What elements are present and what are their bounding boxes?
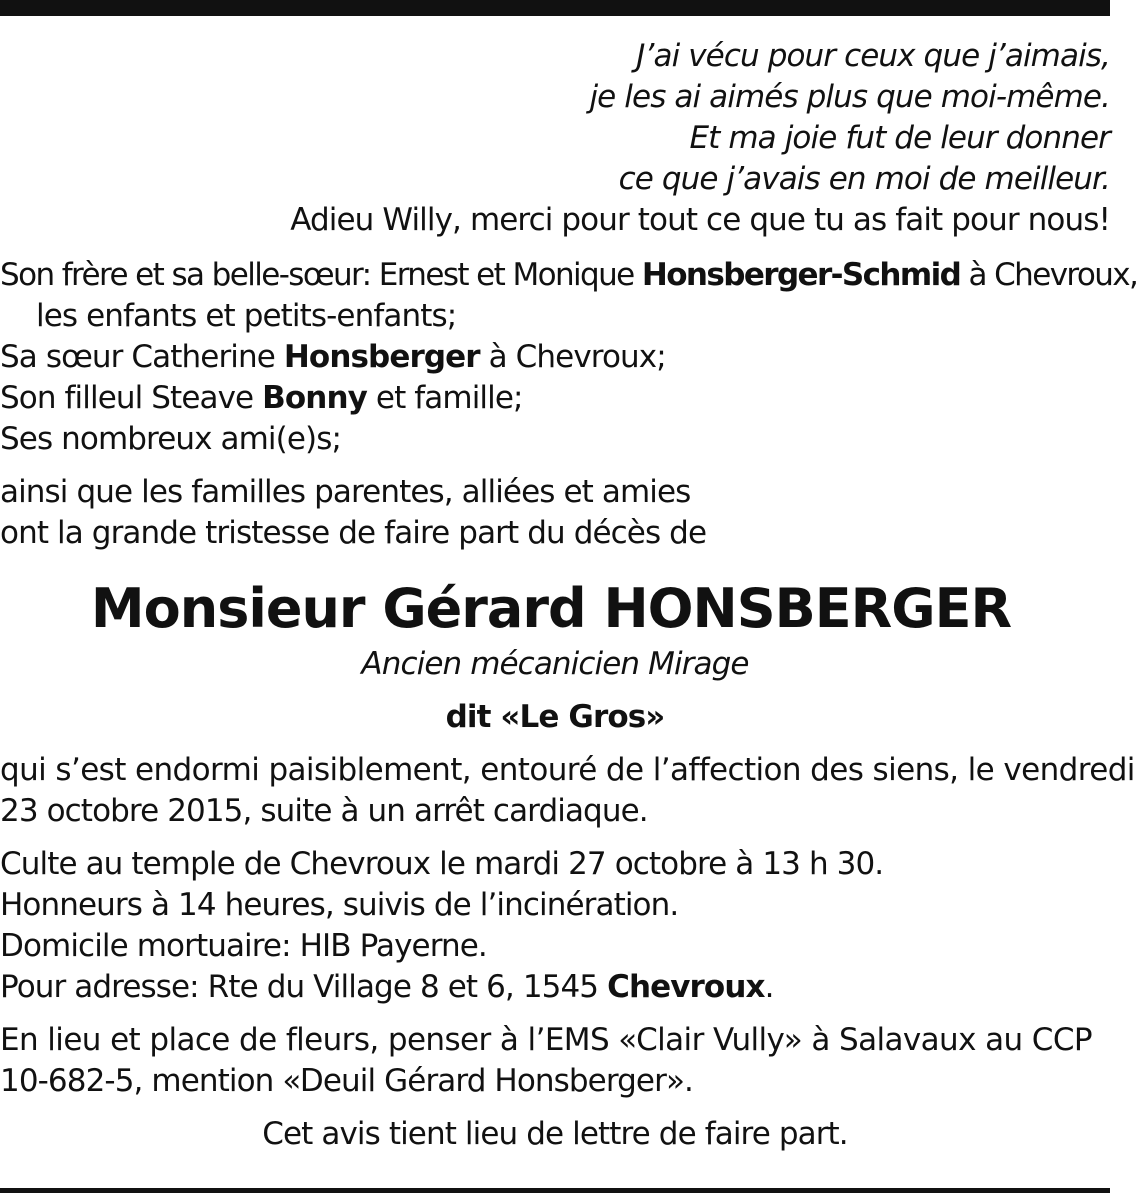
family-godson [0, 378, 1110, 419]
donation-line: 10-682-5, mention «Deuil Gérard Honsberger». [0, 1063, 693, 1099]
family-sister [0, 337, 1110, 378]
family-sister-name: Honsberger [283, 339, 480, 375]
service-address [0, 967, 1110, 1008]
family-brother-prefix: Son frère et sa belle-sœur: Ernest et Monique [0, 257, 642, 293]
death-block [0, 750, 1135, 832]
death-line: 23 octobre 2015, suite à un arrêt cardiaque. [0, 793, 648, 829]
poem-block [0, 36, 1110, 241]
service-address-suffix: . [764, 969, 774, 1005]
death-line: qui s’est endormi paisiblement, entouré de l’affection des siens, le vendredi [0, 752, 1135, 788]
family-brother-suffix: à Chevroux, [960, 257, 1137, 293]
family-list [0, 255, 1137, 460]
poem-line: ce que j’avais en moi de meilleur. [618, 161, 1110, 197]
top-border-rule [0, 0, 1110, 16]
donation-block [0, 1020, 1110, 1102]
family-sister-prefix: Sa sœur Catherine [0, 339, 284, 375]
service-block [0, 844, 1110, 1008]
poem-line: J’ai vécu pour ceux que j’aimais, [636, 38, 1110, 74]
family-godson-prefix: Son filleul Steave [0, 380, 263, 416]
announcement-block [0, 472, 1110, 554]
announcement-line: ainsi que les familles parentes, alliées et amies [0, 474, 691, 510]
family-friends: Ses nombreux ami(e)s; [0, 421, 341, 457]
family-sister-suffix: à Chevroux; [479, 339, 666, 375]
service-address-prefix: Pour adresse: Rte du Village 8 et 6, 1545 [0, 969, 608, 1005]
family-godson-suffix: et famille; [366, 380, 523, 416]
donation-line: En lieu et place de fleurs, penser à l’EMS «Clair Vully» à Salavaux au CCP [0, 1022, 1092, 1058]
service-honours: Honneurs à 14 heures, suivis de l’incinération. [0, 887, 679, 923]
service-address-town: Chevroux [607, 969, 765, 1005]
service-home: Domicile mortuaire: HIB Payerne. [0, 928, 487, 964]
deceased-occupation: Ancien mécanicien Mirage [361, 646, 749, 682]
closing-note: Cet avis tient lieu de lettre de faire part. [262, 1116, 848, 1152]
service-ceremony: Culte au temple de Chevroux le mardi 27 octobre à 13 h 30. [0, 846, 884, 882]
deceased-name: Monsieur Gérard HONSBERGER [90, 577, 1012, 640]
family-godson-name: Bonny [262, 380, 367, 416]
family-brother-continuation: les enfants et petits-enfants; [36, 298, 457, 334]
farewell-line: Adieu Willy, merci pour tout ce que tu as fait pour nous! [290, 202, 1110, 238]
family-brother [0, 255, 1137, 296]
bottom-border-rule [0, 1188, 1110, 1193]
family-brother-name: Honsberger-Schmid [641, 257, 961, 293]
deceased-nickname: dit «Le Gros» [445, 699, 665, 735]
poem-line: Et ma joie fut de leur donner [689, 120, 1110, 156]
announcement-line: ont la grande tristesse de faire part du décès de [0, 515, 707, 551]
obituary-notice [0, 36, 1137, 1155]
poem-line: je les ai aimés plus que moi-même. [589, 79, 1110, 115]
